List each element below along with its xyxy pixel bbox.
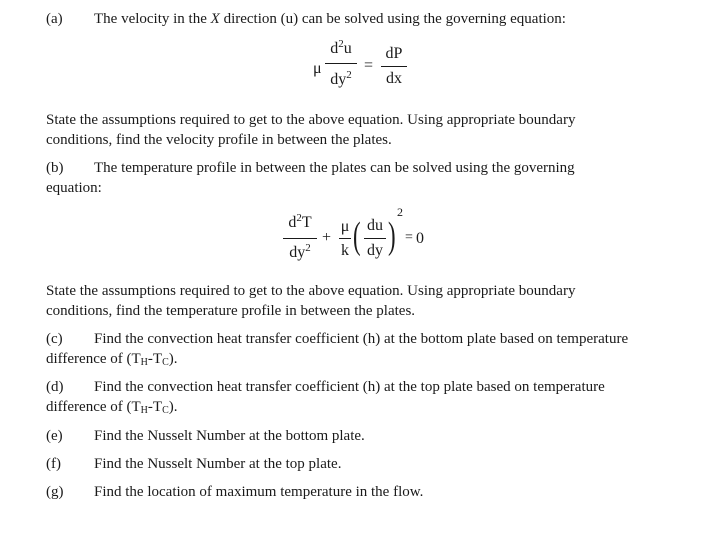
item-g-label: (g) bbox=[46, 484, 64, 500]
item-a-text-var: X bbox=[210, 11, 220, 27]
item-e bbox=[46, 426, 365, 446]
eq1-fraction-bar-right bbox=[381, 66, 407, 67]
eq1-numerator-right: dP bbox=[385, 45, 403, 62]
eq2-equals: = bbox=[405, 230, 413, 245]
item-e-label: (e) bbox=[46, 428, 63, 444]
eq1-equals: = bbox=[364, 57, 374, 74]
item-d-line1: Find the convection heat transfer coefficient (h) at the top plate based on temperature bbox=[94, 379, 605, 395]
item-a-text-pre: The velocity in the bbox=[94, 11, 211, 27]
item-c-line1: Find the convection heat transfer coefficient (h) at the bottom plate based on temperature bbox=[94, 331, 629, 347]
eq2-numerator-left: $d^2T$ bbox=[288, 212, 312, 231]
eq2-fraction-bar-inner bbox=[364, 238, 386, 239]
item-f-label: (f) bbox=[46, 456, 61, 472]
item-b bbox=[46, 158, 575, 178]
eq2-fraction-bar-left bbox=[283, 238, 317, 239]
item-c bbox=[46, 329, 628, 349]
eq2-denominator-left: $dy^2$ bbox=[289, 242, 311, 261]
item-f-text: Find the Nusselt Number at the top plate. bbox=[94, 456, 342, 472]
eq1-denominator-left: $dy^2$ bbox=[330, 69, 352, 88]
item-b-label: (b) bbox=[46, 160, 64, 176]
item-c-line2: difference of $(T_H-T_C)$. bbox=[46, 351, 178, 368]
item-a-text-post: direction (u) can be solved using the governing equation: bbox=[219, 11, 566, 27]
item-g-text: Find the location of maximum temperature in the flow. bbox=[94, 484, 424, 500]
eq2-du: du bbox=[367, 217, 383, 234]
eq2-k: k bbox=[341, 242, 349, 259]
eq2-right-paren: ) bbox=[388, 215, 396, 257]
eq2-exponent: 2 bbox=[397, 205, 403, 219]
eq2-plus: + bbox=[322, 229, 332, 246]
item-d bbox=[46, 377, 605, 397]
item-e-text: Find the Nusselt Number at the bottom plate. bbox=[94, 428, 365, 444]
top-edge bbox=[0, 0, 710, 3]
item-a-state-line2: conditions, find the velocity profile in between the plates. bbox=[46, 132, 392, 148]
eq1-numerator-left: $d^2u$ bbox=[330, 38, 352, 57]
item-a-label: (a) bbox=[46, 11, 63, 27]
item-b-state-line1: State the assumptions required to get to the above equation. Using appropriate boundary bbox=[46, 283, 576, 299]
eq1-denominator-right: dx bbox=[386, 70, 402, 87]
eq1-mu: μ bbox=[313, 60, 322, 77]
eq1-fraction-bar-left bbox=[325, 63, 357, 64]
item-d-label: (d) bbox=[46, 379, 64, 395]
eq2-left-paren: ( bbox=[353, 215, 361, 257]
item-d-line2: difference of $(T_H-T_C)$. bbox=[46, 399, 178, 416]
eq2-dy: dy bbox=[367, 242, 383, 259]
item-g bbox=[46, 482, 423, 502]
eq2-fraction-bar-mid bbox=[339, 238, 351, 239]
item-a-state-line1: State the assumptions required to get to the above equation. Using appropriate boundary bbox=[46, 112, 576, 128]
item-b-state-line2: conditions, find the temperature profile in between the plates. bbox=[46, 303, 416, 319]
item-a bbox=[46, 9, 566, 29]
item-c-label: (c) bbox=[46, 331, 63, 347]
item-b-line1: The temperature profile in between the plates can be solved using the governing bbox=[94, 160, 575, 176]
item-b-line2: equation: bbox=[46, 180, 102, 196]
eq2-zero: 0 bbox=[416, 230, 424, 247]
item-f bbox=[46, 454, 341, 474]
eq2-mu: μ bbox=[340, 218, 350, 235]
